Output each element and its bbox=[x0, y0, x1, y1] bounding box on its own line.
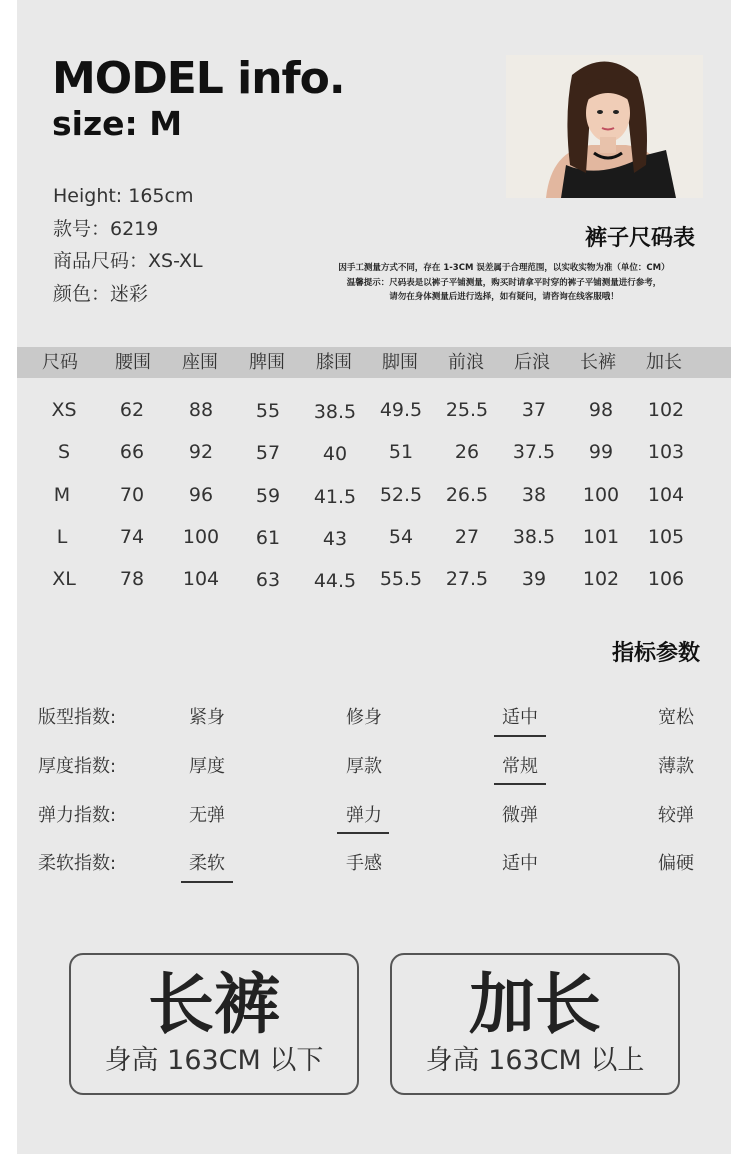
table-cell: 104 bbox=[647, 484, 685, 506]
indicator-option: 较弹 bbox=[658, 805, 694, 826]
table-cell: 38.5 bbox=[512, 526, 556, 548]
table-cell: 98 bbox=[588, 399, 614, 421]
indicator-label: 厚度指数: bbox=[38, 756, 117, 777]
col-header-size: 尺码 bbox=[42, 352, 78, 373]
indicator-option: 适中 bbox=[502, 853, 538, 874]
model-info-title: MODEL info. bbox=[52, 53, 345, 104]
table-cell: 104 bbox=[182, 568, 220, 590]
indicator-option-selected: 常规 bbox=[502, 756, 538, 777]
table-cell: L bbox=[56, 526, 68, 548]
table-cell: 99 bbox=[588, 441, 614, 463]
length-option-title: 加长 bbox=[469, 966, 601, 1043]
size-range: 商品尺码：XS-XL bbox=[53, 250, 203, 272]
indicator-label: 版型指数: bbox=[38, 707, 117, 728]
col-header-extended: 加长 bbox=[646, 352, 682, 373]
length-option-height: 身高 163CM 以上 bbox=[425, 1045, 645, 1076]
table-cell: 61 bbox=[255, 527, 281, 549]
table-cell: XS bbox=[51, 399, 77, 421]
indicator-option: 厚度 bbox=[189, 756, 225, 777]
indicator-option: 修身 bbox=[346, 707, 382, 728]
table-cell: 78 bbox=[119, 568, 145, 590]
table-cell: 106 bbox=[647, 568, 685, 590]
table-cell: 37.5 bbox=[512, 441, 556, 463]
indicator-option-selected: 弹力 bbox=[346, 805, 382, 826]
col-header-hem: 脚围 bbox=[382, 352, 418, 373]
col-header-knee: 膝围 bbox=[316, 352, 352, 373]
indicator-option: 紧身 bbox=[189, 707, 225, 728]
size-chart-title: 裤子尺码表 bbox=[585, 226, 696, 251]
size-note-line-1: 因手工测量方式不同，存在 1-3CM 误差属于合理范围，以实收实物为准（单位：CM） bbox=[338, 263, 670, 273]
table-cell: 88 bbox=[188, 399, 214, 421]
table-cell: 41.5 bbox=[313, 486, 357, 508]
col-header-seat: 座围 bbox=[182, 352, 218, 373]
selected-underline bbox=[337, 832, 389, 834]
table-cell: 43 bbox=[322, 528, 348, 550]
table-cell: 52.5 bbox=[379, 484, 423, 506]
table-cell: 100 bbox=[582, 484, 620, 506]
table-cell: 27 bbox=[454, 526, 480, 548]
model-photo bbox=[506, 55, 703, 198]
table-cell: 63 bbox=[255, 569, 281, 591]
indicator-label: 柔软指数: bbox=[38, 853, 117, 874]
indicator-option-selected: 柔软 bbox=[189, 853, 225, 874]
table-cell: 44.5 bbox=[313, 570, 357, 592]
table-cell: 102 bbox=[647, 399, 685, 421]
model-size: size: M bbox=[52, 104, 183, 143]
indicator-option-selected: 适中 bbox=[502, 707, 538, 728]
indicator-option: 薄款 bbox=[658, 756, 694, 777]
table-cell: 37 bbox=[521, 399, 547, 421]
indicator-option: 手感 bbox=[346, 853, 382, 874]
table-cell: 40 bbox=[322, 443, 348, 465]
indicator-option: 厚款 bbox=[346, 756, 382, 777]
indicator-label: 弹力指数: bbox=[38, 805, 117, 826]
indicator-option: 偏硬 bbox=[658, 853, 694, 874]
indicator-option: 微弹 bbox=[502, 805, 538, 826]
table-cell: 38.5 bbox=[313, 401, 357, 423]
table-cell: 105 bbox=[647, 526, 685, 548]
table-cell: 49.5 bbox=[379, 399, 423, 421]
length-option-title: 长裤 bbox=[148, 966, 280, 1043]
table-cell: S bbox=[57, 441, 71, 463]
col-header-thigh: 脾围 bbox=[249, 352, 285, 373]
length-option-regular bbox=[69, 953, 359, 1095]
col-header-back-rise: 后浪 bbox=[514, 352, 550, 373]
table-cell: 92 bbox=[188, 441, 214, 463]
table-cell: 59 bbox=[255, 485, 281, 507]
table-cell: 54 bbox=[388, 526, 414, 548]
table-cell: 51 bbox=[388, 441, 414, 463]
col-header-length: 长裤 bbox=[580, 352, 616, 373]
table-cell: 96 bbox=[188, 484, 214, 506]
table-cell: 74 bbox=[119, 526, 145, 548]
table-cell: 55 bbox=[255, 400, 281, 422]
style-number: 款号：6219 bbox=[53, 218, 159, 240]
indicator-option: 无弹 bbox=[189, 805, 225, 826]
color-info: 颜色：迷彩 bbox=[53, 283, 149, 305]
col-header-front-rise: 前浪 bbox=[448, 352, 484, 373]
selected-underline bbox=[181, 881, 233, 883]
table-cell: M bbox=[53, 484, 71, 506]
length-option-extended bbox=[390, 953, 680, 1095]
indicator-option: 宽松 bbox=[658, 707, 694, 728]
table-cell: 25.5 bbox=[445, 399, 489, 421]
table-cell: 26 bbox=[454, 441, 480, 463]
size-note-line-2: 温馨提示：尺码表是以裤子平铺测量，购买时请拿平时穿的裤子平铺测量进行参考， bbox=[346, 278, 662, 288]
table-cell: 62 bbox=[119, 399, 145, 421]
table-cell: 103 bbox=[647, 441, 685, 463]
selected-underline bbox=[494, 783, 546, 785]
table-cell: 70 bbox=[119, 484, 145, 506]
table-cell: 101 bbox=[582, 526, 620, 548]
indicators-title: 指标参数 bbox=[612, 641, 701, 666]
length-option-height: 身高 163CM 以下 bbox=[104, 1045, 324, 1076]
table-cell: XL bbox=[52, 568, 76, 590]
table-cell: 55.5 bbox=[379, 568, 423, 590]
col-header-waist: 腰围 bbox=[115, 352, 151, 373]
size-note-line-3: 请勿在身体测量后进行选择，如有疑问，请咨询在线客服哦！ bbox=[389, 292, 619, 302]
selected-underline bbox=[494, 735, 546, 737]
table-cell: 38 bbox=[521, 484, 547, 506]
table-cell: 26.5 bbox=[445, 484, 489, 506]
table-cell: 100 bbox=[182, 526, 220, 548]
table-cell: 39 bbox=[521, 568, 547, 590]
table-cell: 27.5 bbox=[445, 568, 489, 590]
table-cell: 102 bbox=[582, 568, 620, 590]
table-cell: 57 bbox=[255, 442, 281, 464]
table-cell: 66 bbox=[119, 441, 145, 463]
model-height: Height: 165cm bbox=[53, 185, 194, 207]
